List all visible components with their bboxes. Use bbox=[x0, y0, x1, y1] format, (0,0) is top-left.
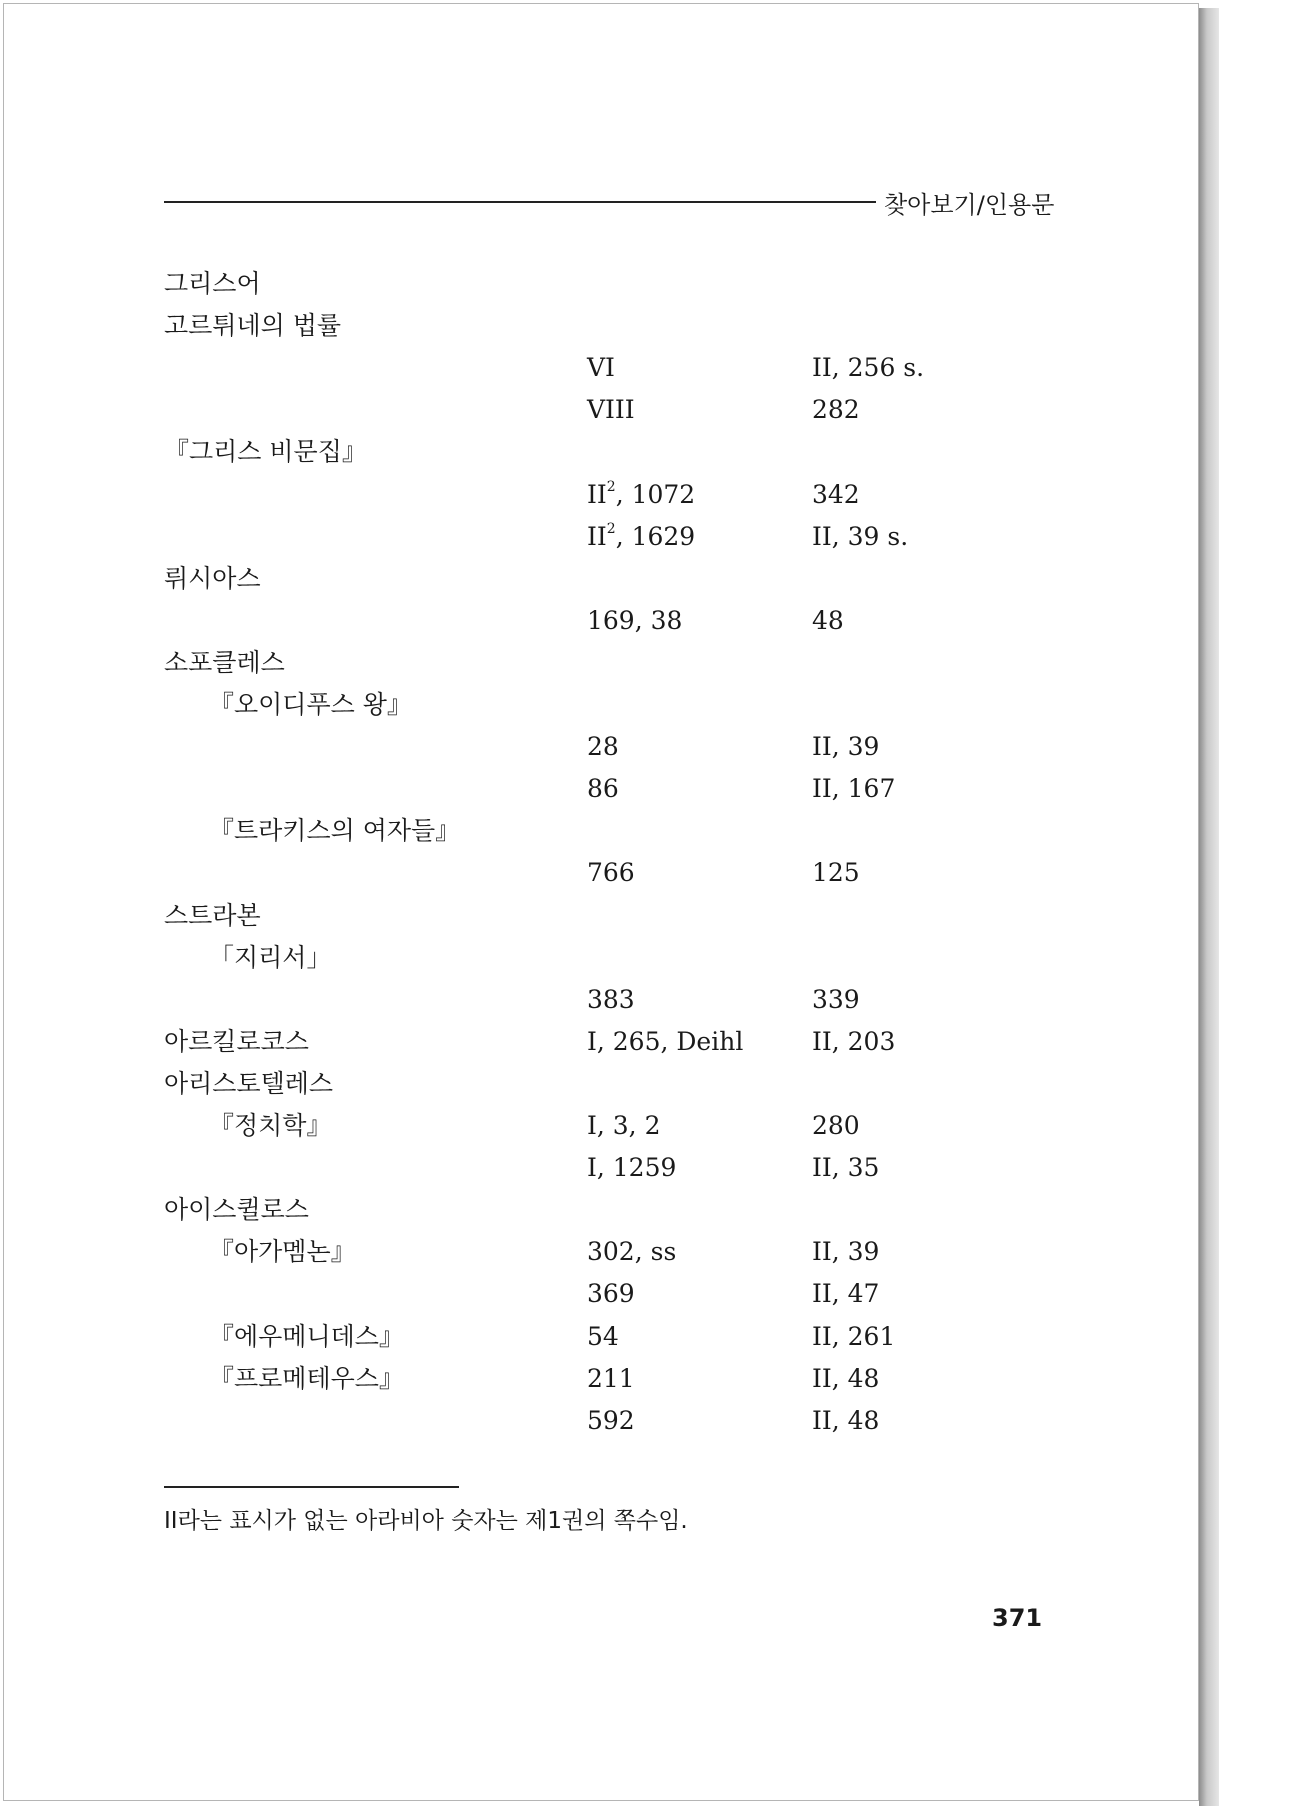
index-term: 소포클레스 bbox=[164, 647, 285, 677]
index-page-ref: 342 bbox=[812, 479, 860, 509]
index-page-ref: II, 39 s. bbox=[812, 521, 909, 551]
index-page-ref: 125 bbox=[812, 858, 860, 888]
index-row bbox=[4, 517, 1200, 557]
ref-number: , 1629 bbox=[615, 521, 696, 551]
index-source-ref: I, 1259 bbox=[587, 1153, 677, 1183]
index-source-ref: I, 3, 2 bbox=[587, 1111, 661, 1140]
index-page-ref: II, 203 bbox=[812, 1026, 896, 1056]
index-page-ref: 339 bbox=[812, 984, 860, 1014]
ref-volume: II bbox=[587, 521, 607, 551]
index-term: 「지리서」 bbox=[209, 942, 332, 972]
index-source-ref: VI bbox=[587, 353, 615, 383]
index-source-ref: VIII bbox=[587, 395, 635, 425]
index-row bbox=[4, 264, 1200, 304]
index-row bbox=[4, 1232, 1200, 1272]
index-source-ref: I, 265, Deihl bbox=[587, 1026, 744, 1056]
footnote-rule bbox=[164, 1486, 459, 1488]
index-row bbox=[4, 938, 1200, 978]
index-term: 『그리스 비문집』 bbox=[164, 437, 367, 467]
index-term: 고르튀네의 법률 bbox=[164, 311, 341, 341]
index-row bbox=[4, 1317, 1200, 1357]
index-source-ref bbox=[587, 475, 695, 515]
header-rule bbox=[164, 201, 876, 203]
footnote: II라는 표시가 없는 아라비아 숫자는 제1권의 쪽수임. bbox=[164, 1508, 688, 1534]
index-row bbox=[4, 853, 1200, 893]
running-header: 찾아보기/인용문 bbox=[884, 191, 1055, 219]
index-source-ref: 302, ss bbox=[587, 1237, 677, 1267]
index-term: 아르킬로코스 bbox=[164, 1026, 309, 1056]
index-page-ref: 280 bbox=[812, 1111, 860, 1140]
index-row bbox=[4, 1359, 1200, 1399]
ref-number: , 1072 bbox=[615, 479, 696, 509]
index-row bbox=[4, 1401, 1200, 1441]
index-term: 『에우메니데스』 bbox=[209, 1321, 404, 1351]
index-row bbox=[4, 1106, 1200, 1146]
index-row bbox=[4, 306, 1200, 346]
index-row bbox=[4, 432, 1200, 472]
page-number: 371 bbox=[992, 1604, 1043, 1632]
index-row bbox=[4, 769, 1200, 809]
index-row bbox=[4, 685, 1200, 725]
index-page-ref: 282 bbox=[812, 395, 860, 425]
index-term: 『오이디푸스 왕』 bbox=[209, 690, 412, 719]
index-source-ref: 169, 38 bbox=[587, 605, 683, 635]
ref-superscript: 2 bbox=[606, 478, 616, 495]
index-page-ref: II, 35 bbox=[812, 1153, 880, 1183]
index-row bbox=[4, 1274, 1200, 1314]
index-term: 뤼시아스 bbox=[164, 563, 261, 593]
index-page-ref: II, 256 s. bbox=[812, 353, 925, 383]
index-row bbox=[4, 601, 1200, 641]
index-source-ref: 54 bbox=[587, 1321, 619, 1351]
index-page-ref: II, 39 bbox=[812, 1237, 880, 1267]
index-page-ref: 48 bbox=[812, 605, 844, 635]
index-page-ref: II, 167 bbox=[812, 774, 896, 804]
index-term: 스트라본 bbox=[164, 900, 261, 930]
index-term: 『트라키스의 여자들』 bbox=[209, 816, 461, 846]
index-row bbox=[4, 727, 1200, 767]
index-page-ref: II, 261 bbox=[812, 1321, 896, 1351]
index-source-ref: 592 bbox=[587, 1405, 635, 1435]
index-page-ref: II, 48 bbox=[812, 1405, 880, 1435]
index-row bbox=[4, 896, 1200, 936]
index-row bbox=[4, 1148, 1200, 1188]
index-term: 『정치학』 bbox=[209, 1111, 332, 1140]
index-page-ref: II, 39 bbox=[812, 732, 880, 762]
index-row bbox=[4, 643, 1200, 683]
index-term: 아이스퀼로스 bbox=[164, 1195, 309, 1225]
index-source-ref: 766 bbox=[587, 858, 635, 888]
index-row bbox=[4, 1190, 1200, 1230]
index-row bbox=[4, 348, 1200, 388]
index-row bbox=[4, 1022, 1200, 1062]
index-row bbox=[4, 811, 1200, 851]
index-row bbox=[4, 475, 1200, 515]
index-term: 『아가멤논』 bbox=[209, 1237, 356, 1267]
index-row bbox=[4, 559, 1200, 599]
page-edge-shadow bbox=[1199, 8, 1219, 1806]
index-row bbox=[4, 980, 1200, 1020]
index-term: 『프로메테우스』 bbox=[209, 1363, 404, 1393]
index-source-ref bbox=[587, 517, 695, 557]
index-row bbox=[4, 390, 1200, 430]
index-page-ref: II, 48 bbox=[812, 1363, 880, 1393]
ref-volume: II bbox=[587, 479, 607, 509]
index-row bbox=[4, 1064, 1200, 1104]
book-page bbox=[3, 3, 1199, 1801]
index-term: 그리스어 bbox=[164, 269, 261, 298]
index-source-ref: 211 bbox=[587, 1363, 635, 1393]
index-page-ref: II, 47 bbox=[812, 1279, 880, 1309]
index-source-ref: 28 bbox=[587, 732, 619, 762]
index-source-ref: 383 bbox=[587, 984, 635, 1014]
index-source-ref: 369 bbox=[587, 1279, 635, 1309]
index-term: 아리스토텔레스 bbox=[164, 1068, 334, 1098]
ref-superscript: 2 bbox=[606, 520, 616, 537]
index-source-ref: 86 bbox=[587, 774, 619, 804]
